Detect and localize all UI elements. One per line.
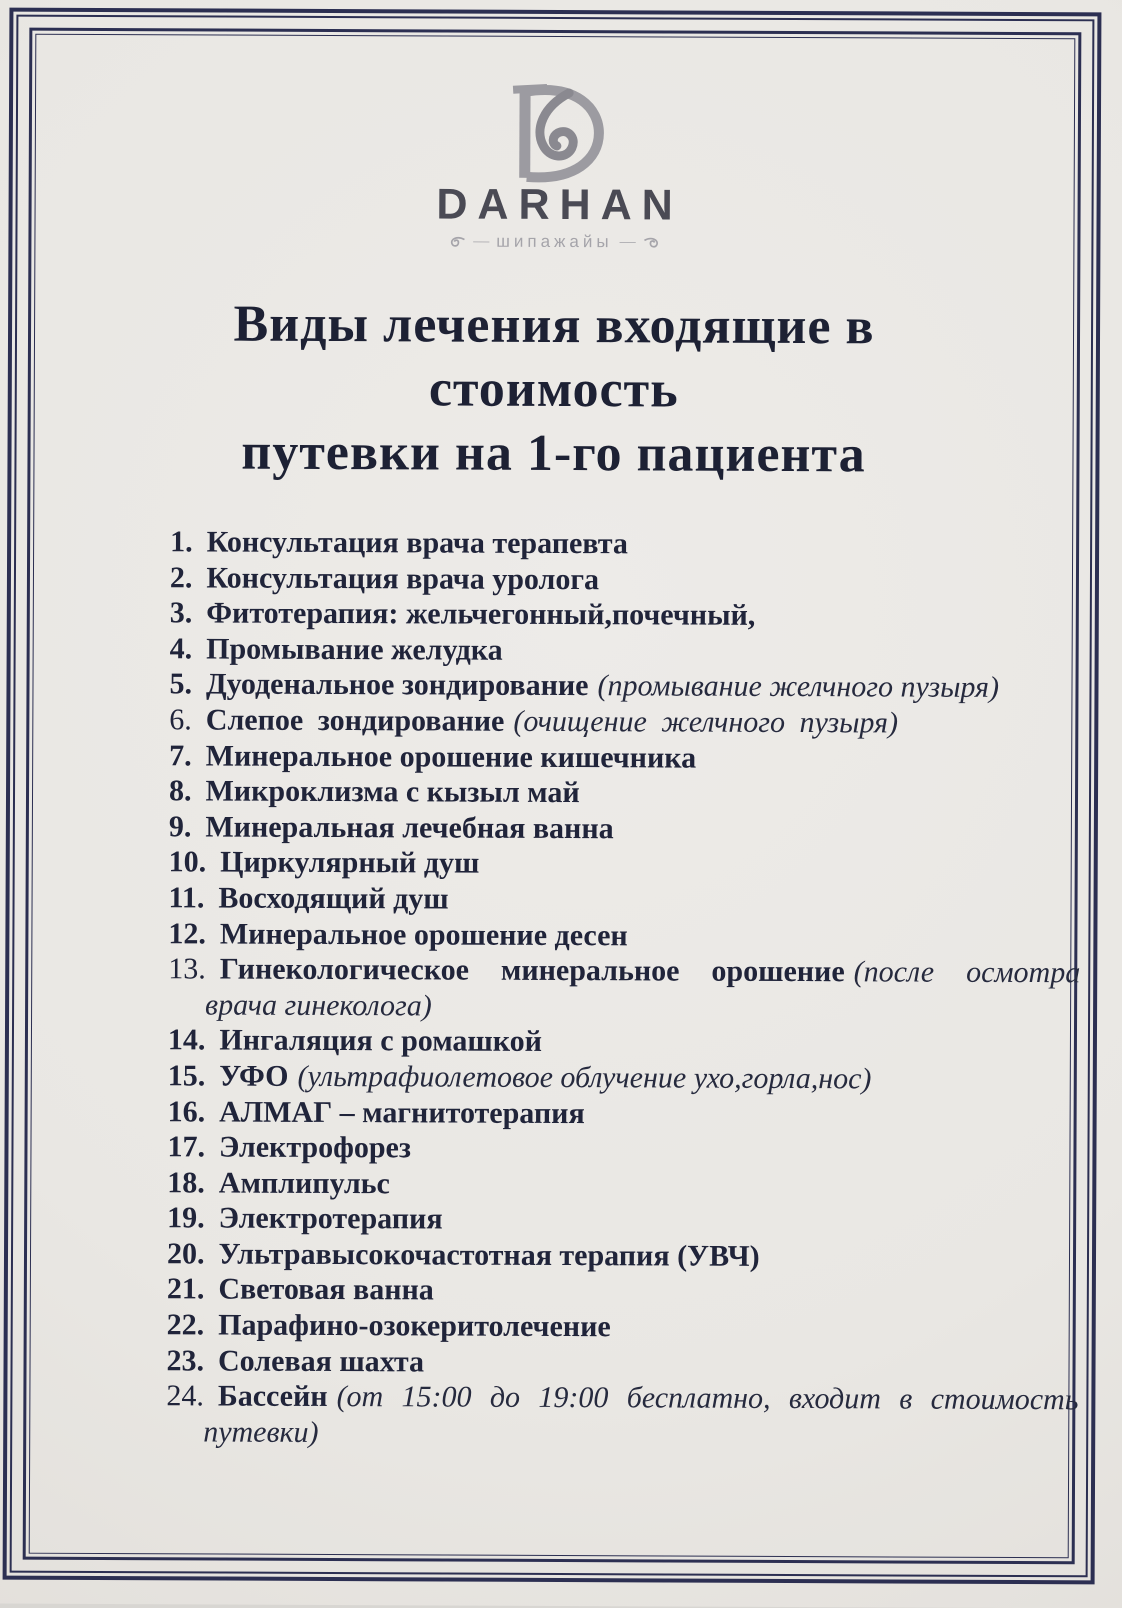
item-number: 10.	[168, 845, 207, 879]
list-item	[168, 951, 1080, 1026]
item-text: Парафино-озокеритолечение	[218, 1308, 611, 1344]
treatment-list	[166, 524, 1082, 1453]
certificate-border-outer-thin	[10, 15, 1095, 1578]
item-text: УФО	[219, 1059, 289, 1093]
list-item	[168, 916, 1080, 956]
brand-tagline: шипажайы	[496, 231, 613, 252]
darhan-monogram-icon	[493, 81, 617, 186]
list-item	[169, 702, 1081, 742]
item-text: Фитотерапия: жельчегонный,почечный,	[206, 596, 756, 633]
item-text: Восходящий душ	[218, 881, 449, 916]
list-item	[168, 1023, 1080, 1063]
item-text: Промывание желудка	[206, 632, 503, 667]
item-text: Циркулярный душ	[220, 845, 480, 880]
page-title	[64, 292, 1043, 488]
item-number: 19.	[167, 1201, 205, 1235]
item-number: 18.	[167, 1165, 205, 1200]
item-text: Слепое зондирование	[205, 703, 505, 738]
title-line-3: путевки на 1-го пациента	[241, 423, 866, 484]
ornament-swirl-right-icon	[643, 236, 661, 249]
item-number: 2.	[169, 560, 193, 594]
list-item	[168, 1094, 1080, 1134]
item-number: 22.	[166, 1308, 205, 1342]
item-text: Электротерапия	[218, 1201, 443, 1236]
brand-tagline-row	[448, 232, 660, 253]
item-number: 23.	[166, 1343, 205, 1378]
item-text: Микроклизма с кызыл май	[205, 774, 580, 810]
page-content	[30, 35, 1081, 1558]
item-text: Минеральное орошение кишечника	[205, 739, 697, 775]
item-number: 13.	[168, 952, 206, 986]
item-text: Бассейн	[217, 1379, 328, 1414]
item-text: Консультация врача терапевта	[206, 525, 628, 561]
item-number: 24.	[166, 1379, 204, 1413]
certificate-border-outer	[3, 8, 1102, 1585]
item-number: 3.	[169, 596, 193, 630]
list-item	[168, 1058, 1080, 1098]
item-number: 15.	[167, 1059, 206, 1093]
item-note: (ультрафиолетовое облучение ухо,горла,нос)	[297, 1059, 872, 1096]
item-text: Ультравысокочастотная терапия (УВЧ)	[218, 1237, 760, 1273]
item-number: 20.	[166, 1237, 205, 1271]
tagline-dash: —	[473, 232, 490, 250]
darhan-logo	[65, 79, 1044, 254]
item-text: Электрофорез	[218, 1130, 412, 1165]
title-line-1: Виды лечения входящие в	[233, 295, 875, 356]
item-number: 11.	[168, 881, 205, 915]
list-item	[169, 738, 1081, 778]
list-item	[167, 1165, 1079, 1205]
list-item	[167, 1307, 1079, 1347]
item-note: (очищение желчного пузыря)	[513, 704, 899, 740]
certificate-border-inner-thin	[29, 34, 1081, 1559]
list-item	[167, 1236, 1079, 1276]
item-number: 6.	[169, 703, 192, 737]
item-text: Амплипульс	[218, 1166, 390, 1200]
list-item	[169, 809, 1081, 849]
list-item	[170, 631, 1082, 671]
item-text: Минеральная лечебная ванна	[205, 810, 614, 845]
item-text: Гинекологическое минеральное орошение	[219, 952, 845, 989]
item-text: Световая ванна	[218, 1272, 434, 1307]
item-number: 7.	[169, 738, 192, 772]
certificate-border-inner	[23, 28, 1082, 1565]
list-item	[166, 1343, 1078, 1383]
item-text: Ингаляция с ромашкой	[219, 1023, 543, 1059]
list-item	[169, 667, 1081, 707]
list-item	[167, 1272, 1079, 1312]
ornament-swirl-left-icon	[448, 235, 466, 248]
item-number: 14.	[167, 1023, 206, 1057]
item-number: 9.	[168, 810, 192, 844]
item-number: 21.	[166, 1272, 205, 1306]
item-number: 1.	[170, 525, 193, 559]
item-number: 12.	[168, 916, 206, 950]
item-number: 17.	[167, 1130, 206, 1164]
item-number: 5.	[169, 667, 193, 701]
item-text: АЛМАГ – магнитотерапия	[219, 1095, 585, 1130]
list-item	[169, 773, 1081, 813]
item-text: Дуоденальное зондирование	[205, 667, 589, 703]
list-item	[170, 560, 1082, 600]
item-text: Минеральное орошение десен	[219, 917, 628, 952]
list-item	[170, 595, 1082, 635]
item-number: 16.	[167, 1094, 206, 1128]
item-number: 4.	[169, 632, 193, 666]
item-number: 8.	[168, 774, 192, 808]
list-item	[169, 845, 1081, 885]
list-item	[168, 880, 1080, 920]
list-item	[170, 524, 1082, 564]
item-note: (промывание желчного пузыря)	[597, 669, 1000, 705]
item-note: (после осмотра врача гинеколога)	[205, 955, 1081, 1023]
brand-name: DARHAN	[436, 180, 683, 230]
title-line-2: стоимость	[428, 360, 679, 419]
tagline-dash: —	[619, 233, 636, 251]
list-item	[167, 1201, 1079, 1241]
item-note: (от 15:00 до 19:00 бесплатно, входит в стоимость путевки)	[203, 1380, 1079, 1449]
item-text: Солевая шахта	[217, 1344, 425, 1379]
item-text: Консультация врача уролога	[206, 561, 600, 596]
list-item	[167, 1129, 1079, 1169]
list-item	[166, 1379, 1078, 1454]
